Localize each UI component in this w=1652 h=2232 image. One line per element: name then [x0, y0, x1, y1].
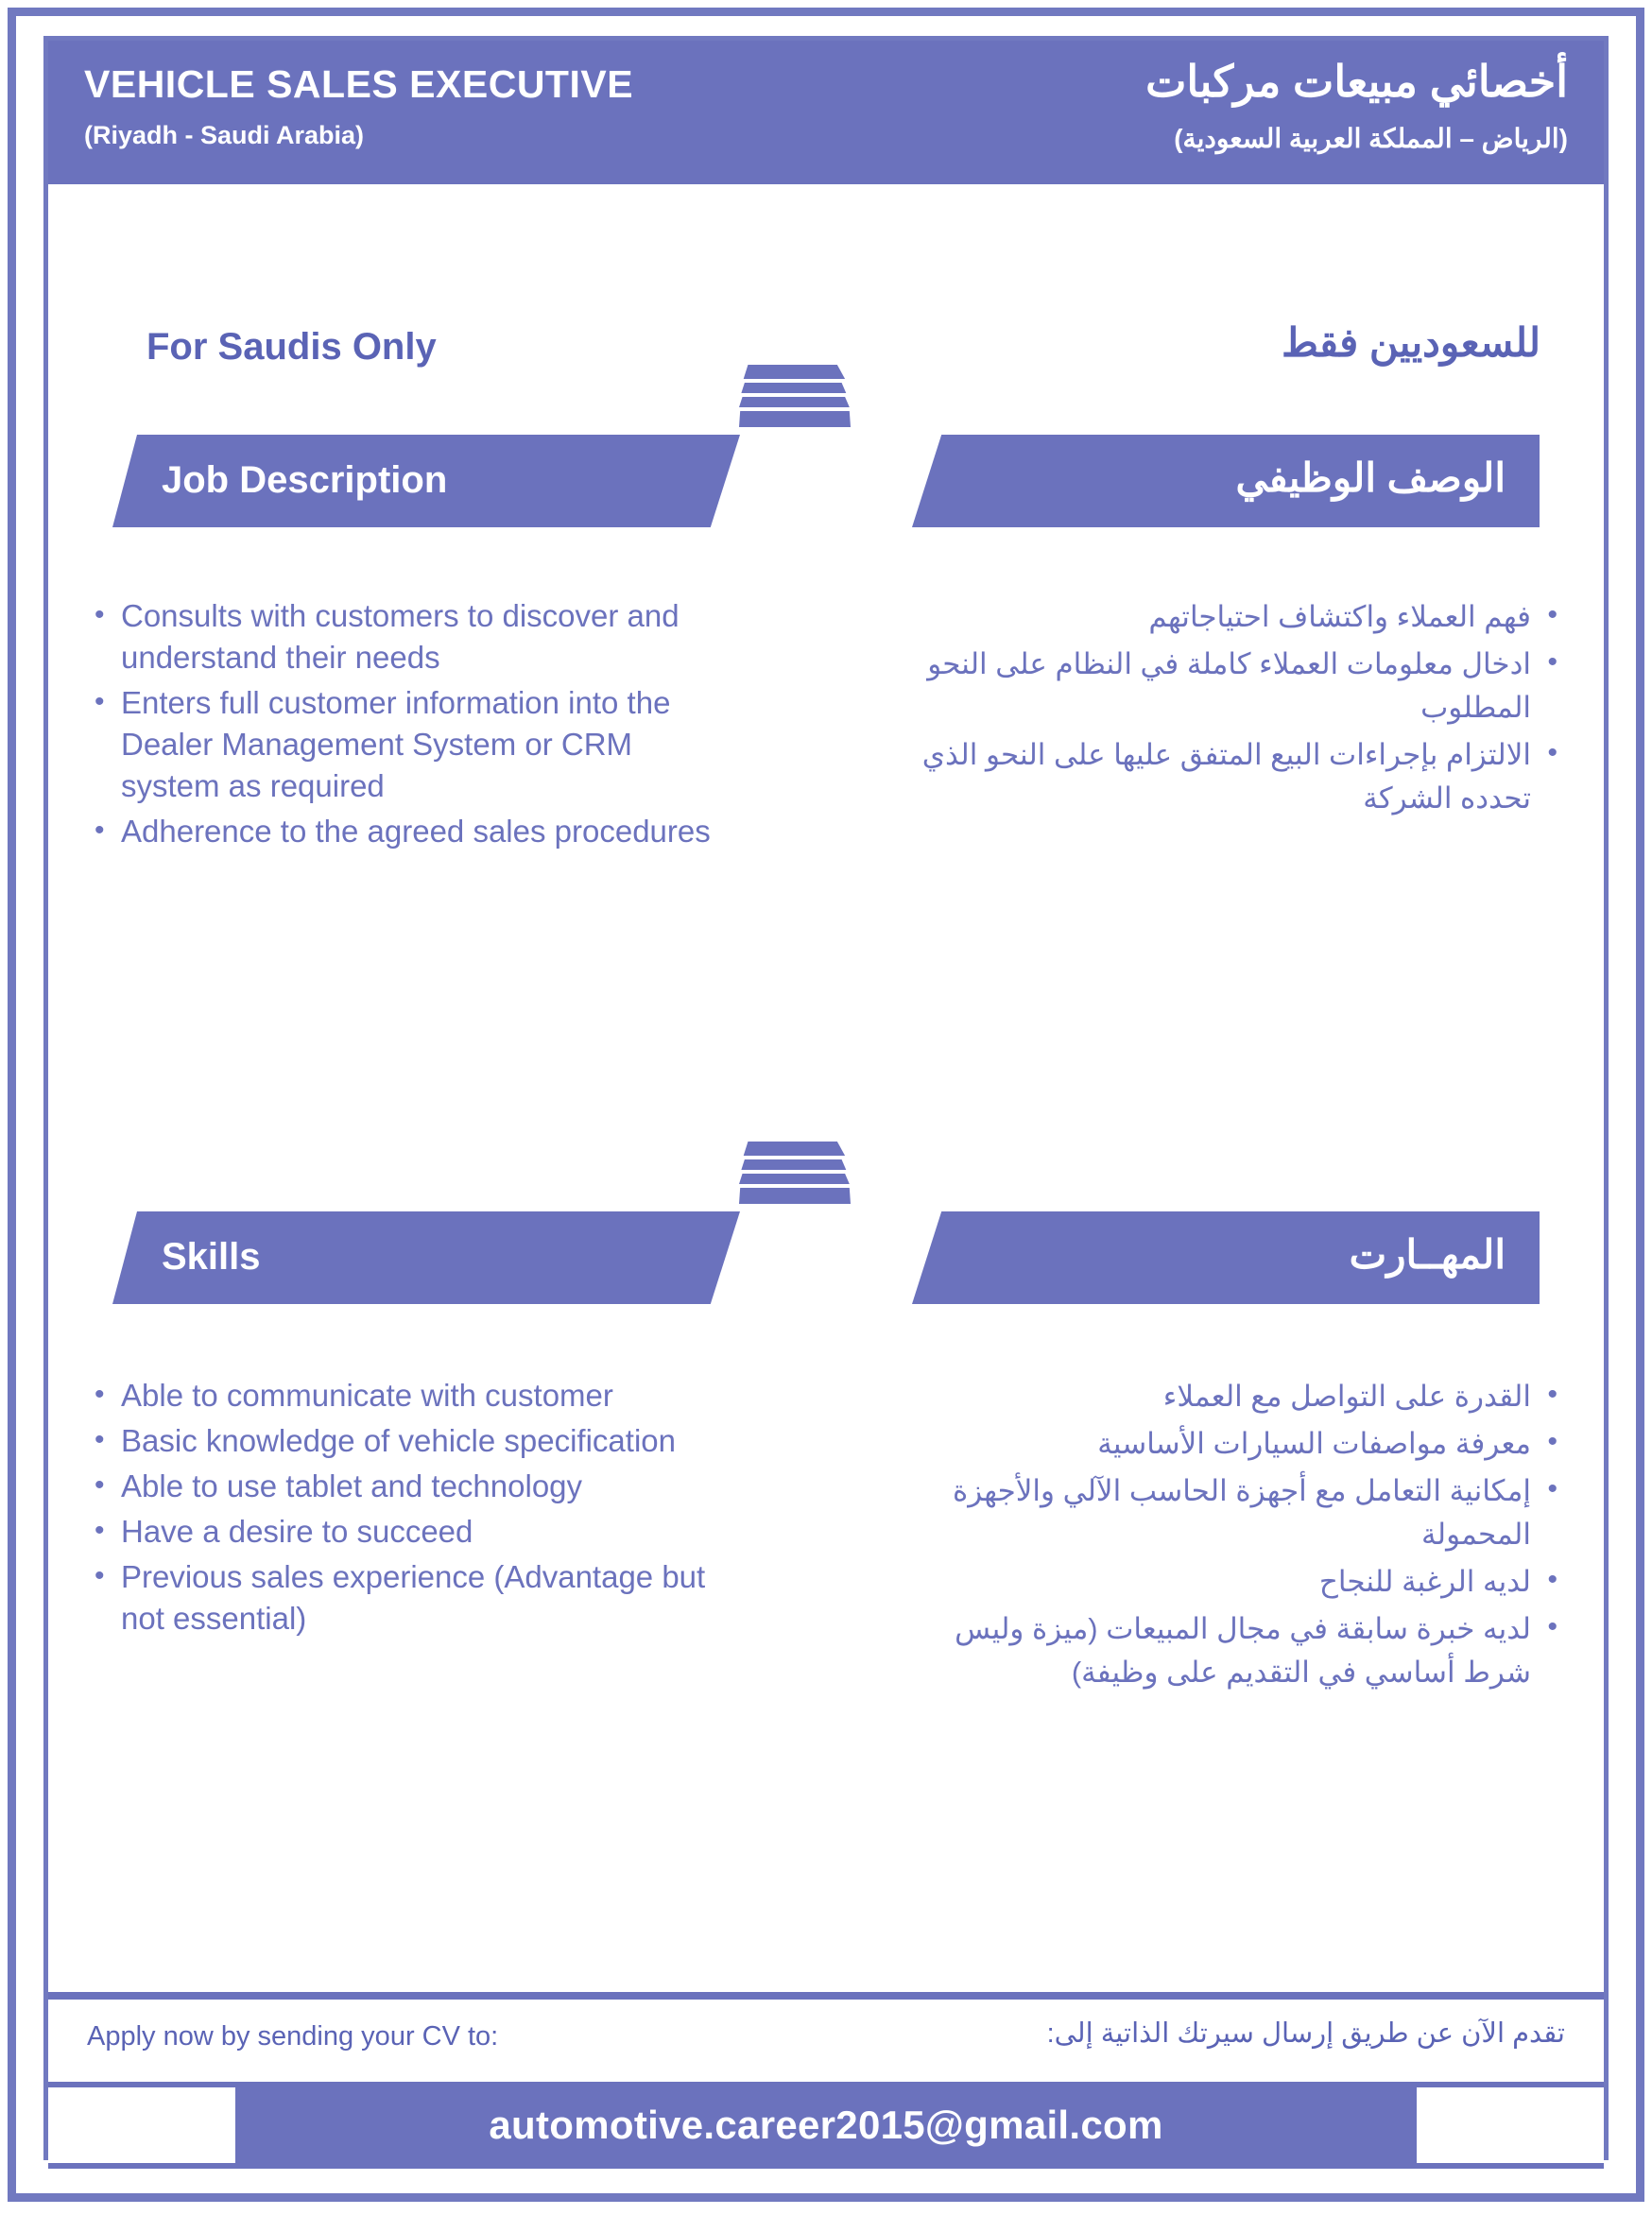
- eligibility-label-english: For Saudis Only: [146, 326, 437, 368]
- section-banner-job-description: [48, 435, 1604, 527]
- bullet-list: [93, 595, 716, 852]
- footer-divider: [48, 1992, 1604, 2000]
- apply-instruction-arabic: تقدم الآن عن طريق إرسال سيرتك الذاتية إلى:: [1046, 2018, 1565, 2049]
- job-title-arabic: أخصائي مبيعات مركبات: [1145, 57, 1568, 106]
- list-item: • لديه خبرة سابقة في مجال المبيعات (ميزة وليس شرط أساسي في التقديم على وظيفة): [898, 1607, 1559, 1694]
- section-title-english: Job Description: [162, 459, 448, 501]
- bullet-list: [93, 1375, 716, 1640]
- list-item: • لديه الرغبة للنجاح: [898, 1560, 1559, 1604]
- section-title-arabic: المهــارت: [1349, 1232, 1506, 1277]
- bullet-list: [898, 1375, 1559, 1694]
- contact-email[interactable]: automotive.career2015@gmail.com: [489, 2103, 1163, 2147]
- job-location-english: (Riyadh - Saudi Arabia): [84, 121, 365, 149]
- job-location-arabic: (الرياض – المملكة العربية السعودية): [1174, 124, 1568, 153]
- list-item: • Have a desire to succeed: [93, 1511, 716, 1553]
- list-item: • Adherence to the agreed sales procedures: [93, 811, 716, 852]
- list-item: • Enters full customer information into the Dealer Management System or CRM system as required: [93, 682, 716, 807]
- ribbon-knot-job-description: [739, 365, 851, 427]
- section-banner-skills: [48, 1211, 1604, 1304]
- job-title-english: VEHICLE SALES EXECUTIVE: [84, 62, 634, 106]
- list-item: • Basic knowledge of vehicle specification: [93, 1420, 716, 1462]
- poster-header: [48, 41, 1604, 184]
- list-item: • Previous sales experience (Advantage but not essential): [93, 1556, 716, 1640]
- list-item: • فهم العملاء واكتشاف احتياجاتهم: [898, 595, 1559, 639]
- list-item: • Able to use tablet and technology: [93, 1466, 716, 1507]
- ribbon-knot-skills: [739, 1142, 851, 1204]
- email-bar: [48, 2082, 1604, 2169]
- list-item: • Consults with customers to discover and understand their needs: [93, 595, 716, 678]
- section-title-english: Skills: [162, 1236, 261, 1278]
- skills-list-arabic: [898, 1375, 1559, 1698]
- job-description-list-english: [93, 595, 716, 856]
- list-item: • Able to communicate with customer: [93, 1375, 716, 1416]
- list-item: • القدرة على التواصل مع العملاء: [898, 1375, 1559, 1418]
- list-item: • الالتزام بإجراءات البيع المتفق عليها على النحو الذي تحدده الشركة: [898, 733, 1559, 820]
- list-item: • ادخال معلومات العملاء كاملة في النظام على النحو المطلوب: [898, 643, 1559, 730]
- eligibility-label-arabic: للسعوديين فقط: [1281, 320, 1540, 365]
- skills-list-english: [93, 1375, 716, 1643]
- apply-instruction-english: Apply now by sending your CV to:: [87, 2021, 499, 2052]
- section-title-arabic: الوصف الوظيفي: [1235, 455, 1506, 500]
- list-item: • معرفة مواصفات السيارات الأساسية: [898, 1422, 1559, 1466]
- job-description-list-arabic: [898, 595, 1559, 824]
- bullet-list: [898, 595, 1559, 820]
- list-item: • إمكانية التعامل مع أجهزة الحاسب الآلي والأجهزة المحمولة: [898, 1469, 1559, 1556]
